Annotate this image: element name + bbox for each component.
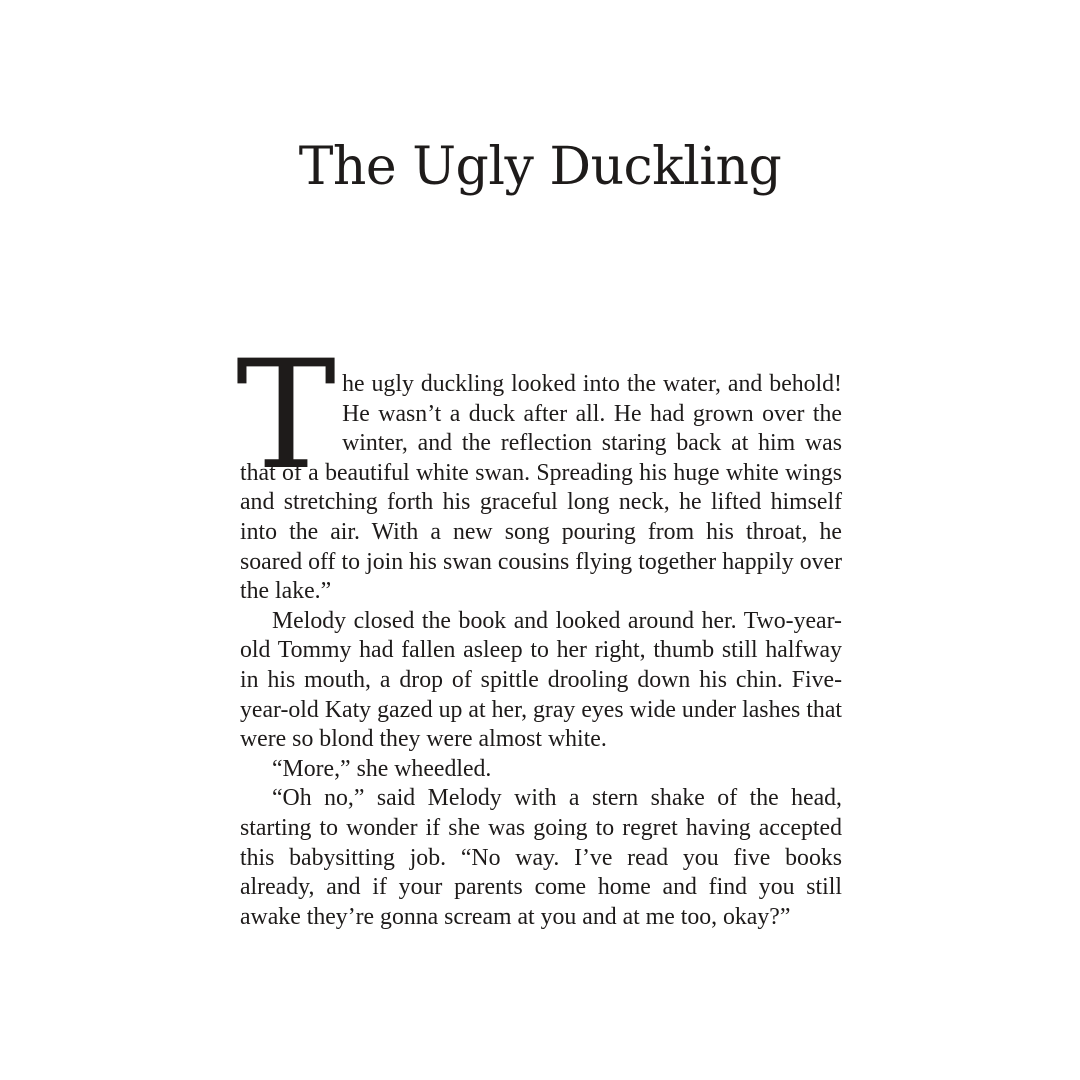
paragraph-1-text: he ugly duckling looked into the water, and behold! He wasn’t a duck after all. He had grown over the winter, and the reflection staring back at him was that of a beautiful white swan. Spreading his huge white wings and stretching forth his graceful long neck, he lifted himself into the air. With a new song pouring from his throat, he soared off to join his swan cousins flying together happily over the lake.”	[240, 371, 842, 605]
paragraph-4: “Oh no,” said Melody with a stern shake of the head, starting to wonder if she was going to regret having accepted this babysitting job. “No way. I’ve read you five books already, and if your parents come home and find you still awake they’re gonna scream at you and at me too, okay?”	[240, 785, 842, 930]
drop-cap: T	[236, 329, 337, 503]
paragraph-2: Melody closed the book and looked around her. Two-year-old Tommy had fallen asleep to her right, thumb still halfway in his mouth, a drop of spittle drooling down his chin. Five-year-old Katy gazed up at her, gray eyes wide under lashes that were so blond they were almost white.	[240, 607, 842, 753]
paragraph-3: “More,” she wheedled.	[272, 755, 492, 782]
chapter-title: The Ugly Duckling	[298, 137, 782, 197]
paragraph-1	[236, 329, 842, 607]
body-text	[236, 329, 842, 932]
